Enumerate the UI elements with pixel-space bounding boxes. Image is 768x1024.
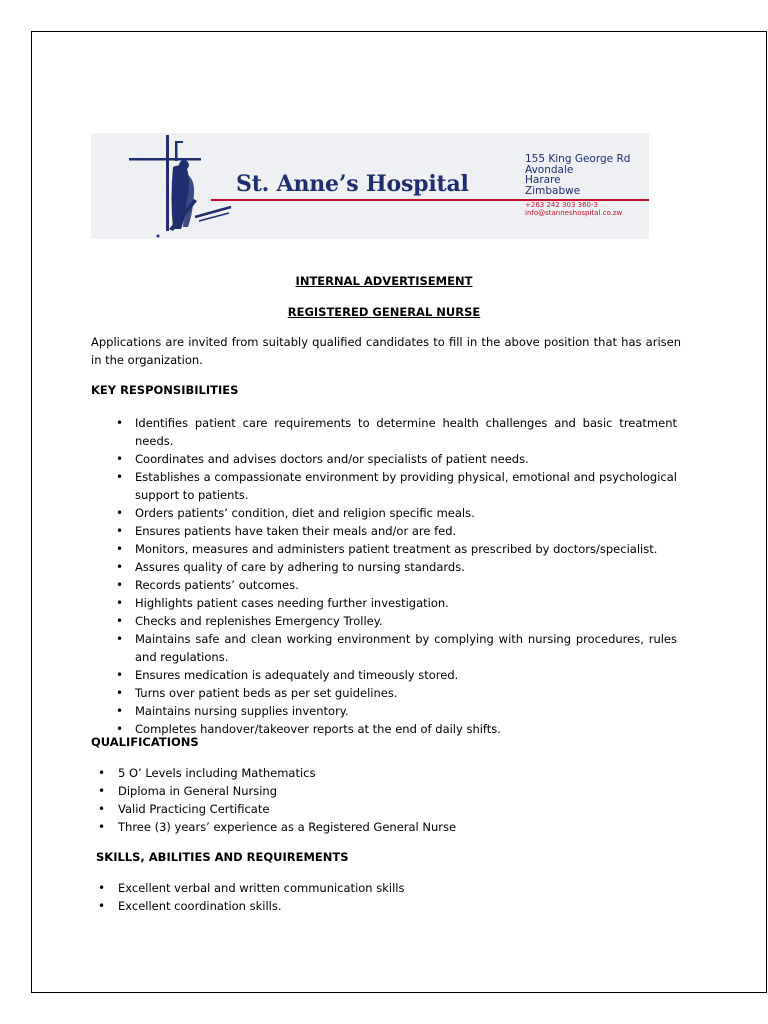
list-item: • Ensures patients have taken their meals and/or are fed. bbox=[135, 522, 677, 540]
list-item: • Excellent coordination skills. bbox=[118, 897, 638, 915]
list-item: • Valid Practicing Certificate bbox=[118, 800, 638, 818]
list-item: • Ensures medication is adequately and timeously stored. bbox=[135, 666, 677, 684]
qualifications-list bbox=[118, 764, 638, 836]
hospital-contact bbox=[525, 201, 622, 217]
email-address: info@stanneshospital.co.zw bbox=[525, 209, 623, 217]
phone-number: +263 242 303 360-3 bbox=[525, 201, 598, 209]
list-item: • Monitors, measures and administers patient treatment as prescribed by doctors/specialist. bbox=[135, 540, 677, 558]
address-line: Harare bbox=[525, 174, 561, 186]
address-line: Zimbabwe bbox=[525, 184, 581, 197]
list-item: • Identifies patient care requirements to determine health challenges and basic treatment needs. bbox=[135, 414, 677, 450]
list-item: • Excellent verbal and written communication skills bbox=[118, 879, 638, 897]
list-item: • Highlights patient cases needing further investigation. bbox=[135, 594, 677, 612]
responsibilities-heading: KEY RESPONSIBILITIES bbox=[91, 383, 239, 397]
skills-heading: SKILLS, ABILITIES AND REQUIREMENTS bbox=[96, 850, 349, 864]
list-item: • Orders patients’ condition, diet and religion specific meals. bbox=[135, 504, 677, 522]
hospital-logo-icon bbox=[121, 133, 236, 239]
list-item: • Establishes a compassionate environment by providing physical, emotional and psychological support to patients. bbox=[135, 468, 677, 504]
list-item: • Completes handover/takeover reports at the end of daily shifts. bbox=[135, 720, 677, 738]
list-item: • Three (3) years’ experience as a Registered General Nurse bbox=[118, 818, 638, 836]
intro-paragraph: Applications are invited from suitably qualified candidates to fill in the above position that has arisen in the organization. bbox=[91, 335, 681, 367]
address-line: Avondale bbox=[525, 163, 574, 176]
list-item: • Diploma in General Nursing bbox=[118, 782, 638, 800]
list-item: • Maintains nursing supplies inventory. bbox=[135, 702, 677, 720]
hospital-address bbox=[525, 154, 630, 196]
list-item: • Records patients’ outcomes. bbox=[135, 576, 677, 594]
list-item: • 5 O’ Levels including Mathematics bbox=[118, 764, 638, 782]
list-item: • Maintains safe and clean working environment by complying with nursing procedures, rules and regulations. bbox=[135, 630, 677, 666]
hospital-name: St. Anne’s Hospital bbox=[236, 171, 469, 197]
skills-list bbox=[118, 879, 638, 915]
address-line: 155 King George Rd bbox=[525, 153, 631, 165]
list-item: • Coordinates and advises doctors and/or specialists of patient needs. bbox=[135, 450, 677, 468]
list-item: • Assures quality of care by adhering to nursing standards. bbox=[135, 558, 677, 576]
letterhead bbox=[91, 133, 649, 239]
document-title: INTERNAL ADVERTISEMENT bbox=[295, 274, 473, 288]
list-item: • Checks and replenishes Emergency Trolley. bbox=[135, 612, 677, 630]
position-title: REGISTERED GENERAL NURSE bbox=[287, 305, 481, 319]
list-item: • Turns over patient beds as per set guidelines. bbox=[135, 684, 677, 702]
qualifications-heading: QUALIFICATIONS bbox=[91, 735, 199, 749]
responsibilities-list bbox=[135, 414, 677, 738]
